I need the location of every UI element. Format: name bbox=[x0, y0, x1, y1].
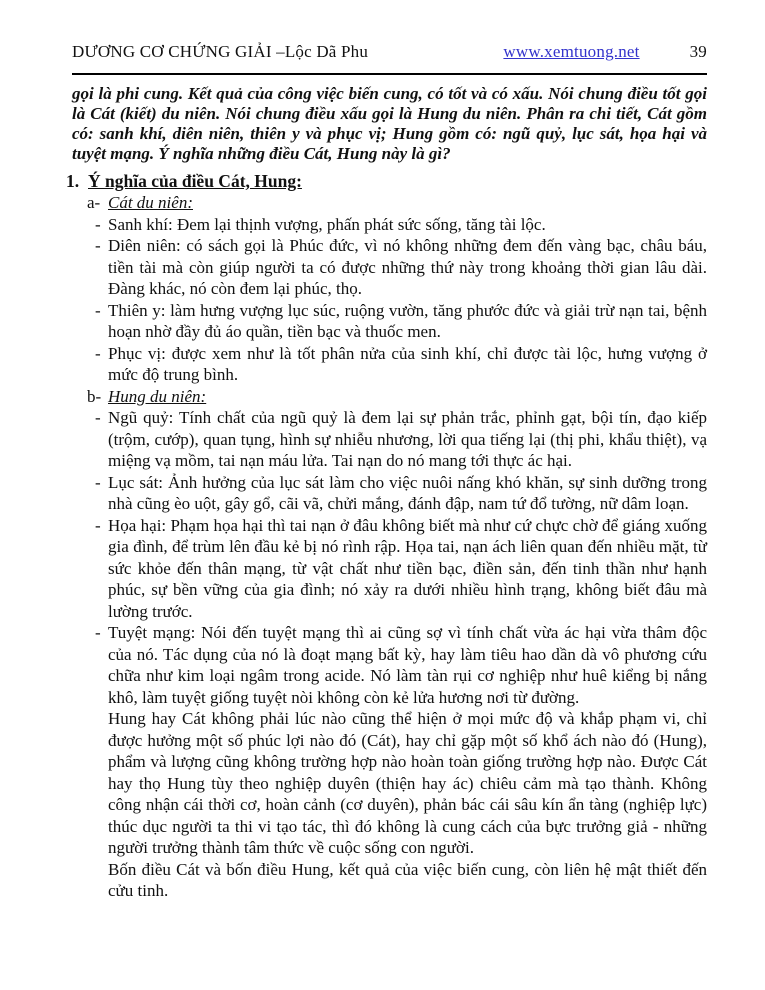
section-heading-row bbox=[66, 170, 707, 192]
list-item bbox=[95, 214, 707, 236]
website-link[interactable]: www.xemtuong.net bbox=[503, 42, 640, 61]
bullet-dash: - bbox=[95, 300, 101, 320]
sublist-a-label: a- bbox=[87, 193, 101, 212]
sublist-a-title: Cát du niên: bbox=[108, 193, 193, 212]
list-item-text: Tuyệt mạng: Nói đến tuyệt mạng thì ai cũng sợ vì tính chất vừa ác hại vừa thâm độc của nó. Tác dụng của nó là đoạt mạng bất kỳ, hay làm tiêu hao dần dà vô phương cứu chữa như kim loại ngâm trong acide. Nó làm tàn rụi cơ nghiệp như huê kiểng bị nắng khô, làm tuyệt giống tuyệt nòi không còn kẻ lửa hương nơi từ đường. bbox=[108, 623, 707, 707]
list-item bbox=[95, 235, 707, 300]
bullet-dash: - bbox=[95, 623, 101, 642]
list-item-text: Họa hại: Phạm họa hại thì tai nạn ở đâu không biết mà như cứ chực chờ để giáng xuống gia đình, để trùm lên đầu kẻ bị nó rình rập. Họa tai, nạn ách liên quan đến nhiều mặt, từ sức khỏe đến thân mạng, từ vật chất như tiền bạc, điền sản, đến tinh thần như hạnh phúc, sự bền vững của gia đình; nó xảy ra dưới nhiều hình trạng, không biết đâu mà lường trước. bbox=[108, 515, 707, 621]
list-item bbox=[95, 407, 707, 472]
section-number: 1. bbox=[66, 171, 80, 191]
header-divider bbox=[72, 73, 707, 75]
list-item-text: Lục sát: Ảnh hưởng của lục sát làm cho việc nuôi nấng khó khăn, sự sinh dưỡng trong nhà cũng èo uột, gây gổ, cãi vã, chửi mắng, đánh đập, nam tứ đổ tường, nữ dâm loạn. bbox=[108, 472, 707, 513]
list-item-text: Sanh khí: Đem lại thịnh vượng, phấn phát sức sống, tăng tài lộc. bbox=[108, 214, 546, 234]
closing-paragraph: Bốn điều Cát và bốn điều Hung, kết quả của việc biến cung, còn liên hệ mật thiết đến cửu tinh. bbox=[108, 859, 707, 900]
list-item bbox=[95, 622, 707, 708]
section-heading: Ý nghĩa của điều Cát, Hung: bbox=[88, 171, 302, 191]
list-item-text: Diên niên: có sách gọi là Phúc đức, vì nó không những đem đến vàng bạc, châu báu, tiền tài mà còn giúp người ta có được những thứ này trong khoảng thời gian lâu dài. Đàng khác, nó còn đem lại phúc, thọ. bbox=[108, 236, 707, 298]
bullet-dash: - bbox=[95, 408, 101, 427]
sublist-a-heading bbox=[87, 192, 707, 214]
sublist-b-title: Hung du niên: bbox=[108, 386, 207, 406]
list-item-text: Ngũ quỷ: Tính chất của ngũ quỷ là đem lại sự phản trắc, phỉnh gạt, bội tín, đạo kiếp (trộm, cướp), quan tụng, hình sự nhiễu nhương, lời qua tiếng lại (thị phi, khẩu thiệt), vạ miệng vạ mồm, tai nạn máu lửa. Tai nạn do nó mang tới thực ác hại. bbox=[108, 408, 707, 470]
bullet-dash: - bbox=[95, 472, 101, 492]
intro-paragraph: gọi là phi cung. Kết quả của công việc biến cung, có tốt và có xấu. Nói chung điều tốt gọi là Cát (kiết) du niên. Nói chung điều xấu gọi là Hung du niên. Phân ra chi tiết, Cát gồm có: sanh khí, diên niên, thiên y và phục vị; Hung gồm có: ngũ quỷ, lục sát, họa hại và tuyệt mạng. Ý nghĩa những điều Cát, Hung này là gì? bbox=[72, 84, 707, 163]
list-item-text: Phục vị: được xem như là tốt phân nửa của sinh khí, chỉ được tài lộc, hưng vượng ở mức độ trung bình. bbox=[108, 343, 707, 384]
sublist-b-heading bbox=[87, 386, 707, 408]
section-1 bbox=[66, 170, 707, 902]
list-item bbox=[95, 300, 707, 343]
list-item bbox=[95, 343, 707, 386]
list-item bbox=[95, 472, 707, 515]
page-number: 39 bbox=[689, 42, 707, 61]
bullet-dash: - bbox=[95, 515, 101, 535]
closing-paragraph: Hung hay Cát không phải lúc nào cũng thể hiện ở mọi mức độ và khắp phạm vi, chỉ được hưởng một số phúc lợi nào đó (Cát), hay chỉ gặp một số khổ ách nào đó (Hung), phẩm và lượng cũng không trường hợp nào hoàn toàn giống trường hợp nào. Được Cát hay thọ Hung tùy theo nghiệp duyên (thiện hay ác) chiêu cảm mà tạo thành. Không công nhận cái thời cơ, hoàn cảnh (cơ duyên), phản bác cái sâu kín ẩn tàng (nghiệp lực) thúc dục người ta thi vi tạo tác, thì đó không là cung cách của bực trưởng giả - những người trưởng thành tâm thức về cuộc sống con người. bbox=[108, 709, 707, 857]
bullet-dash: - bbox=[95, 236, 101, 255]
list-item bbox=[95, 515, 707, 623]
bullet-dash: - bbox=[95, 214, 101, 234]
bullet-dash: - bbox=[95, 343, 101, 363]
page-header bbox=[72, 42, 707, 62]
document-title: DƯƠNG CƠ CHỨNG GIẢI –Lộc Dã Phu bbox=[72, 42, 369, 61]
sublist-b-label: b- bbox=[87, 386, 102, 406]
list-item-text: Thiên y: làm hưng vượng lục súc, ruộng vườn, tăng phước đức và giải trừ nạn tai, bệnh hoạn nhờ đầy đủ áo quần, tiền bạc và thuốc men. bbox=[108, 300, 707, 341]
